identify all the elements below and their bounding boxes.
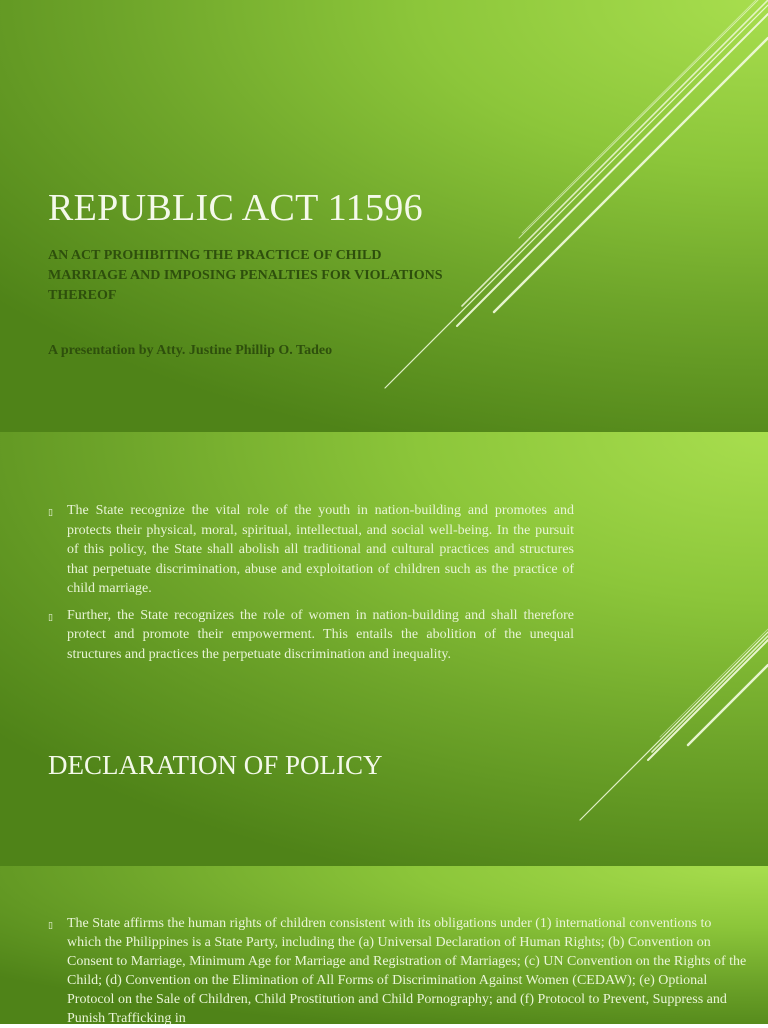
policy-title: DECLARATION OF POLICY <box>48 750 383 780</box>
list-item <box>48 501 574 599</box>
bullet-icon: ▯ <box>48 611 53 622</box>
affirmation-bullet-list <box>48 914 748 1028</box>
bullet-icon: ▯ <box>48 920 53 930</box>
policy-bullet-list <box>48 501 574 671</box>
list-item <box>48 606 574 665</box>
presentation-subtitle: AN ACT PROHIBITING THE PRACTICE OF CHILD MARRIAGE AND IMPOSING PENALTIES FOR VIOLATIONS THEREOF <box>48 248 443 303</box>
title-slide <box>0 0 768 432</box>
bullet-text: The State affirms the human rights of children consistent with its obligations under (1) international conventions to which the Philippines is a State Party, including the (a) Universal Declaration of Human Rights; (b) Convention on Consent to Marriage, Minimum Age for Marriage and Registration of Marriages; (c) UN Convention on the Rights of the Child; (d) Convention on the Elimination of All Forms of Discrimination Against Women (CEDAW); (e) Optional Protocol on the Sale of Children, Child Prostitution and Child Pornography; and (f) Protocol to Prevent, Suppress and Punish Trafficking in <box>67 916 747 1026</box>
bullet-text: Further, the State recognizes the role of women in nation-building and shall therefore protect and promote their empowerment. This entails the abolition of the unequal structures and practices the perpetuate discrimination and inequality. <box>67 607 574 662</box>
bullet-icon: ▯ <box>48 507 53 517</box>
list-item <box>48 914 748 1028</box>
presentation-title: REPUBLIC ACT 11596 <box>48 187 423 229</box>
bullet-text: The State recognize the vital role of the youth in nation-building and promotes and protects their physical, moral, spiritual, intellectual, and social well-being. In the pursuit of this policy, the State shall abolish all traditional and cultural practices and structures that perpetuate discrimination, abuse and exploitation of children such as the practice of child marriage. <box>67 503 574 596</box>
presentation-author: A presentation by Atty. Justine Phillip O. Tadeo <box>48 343 333 358</box>
